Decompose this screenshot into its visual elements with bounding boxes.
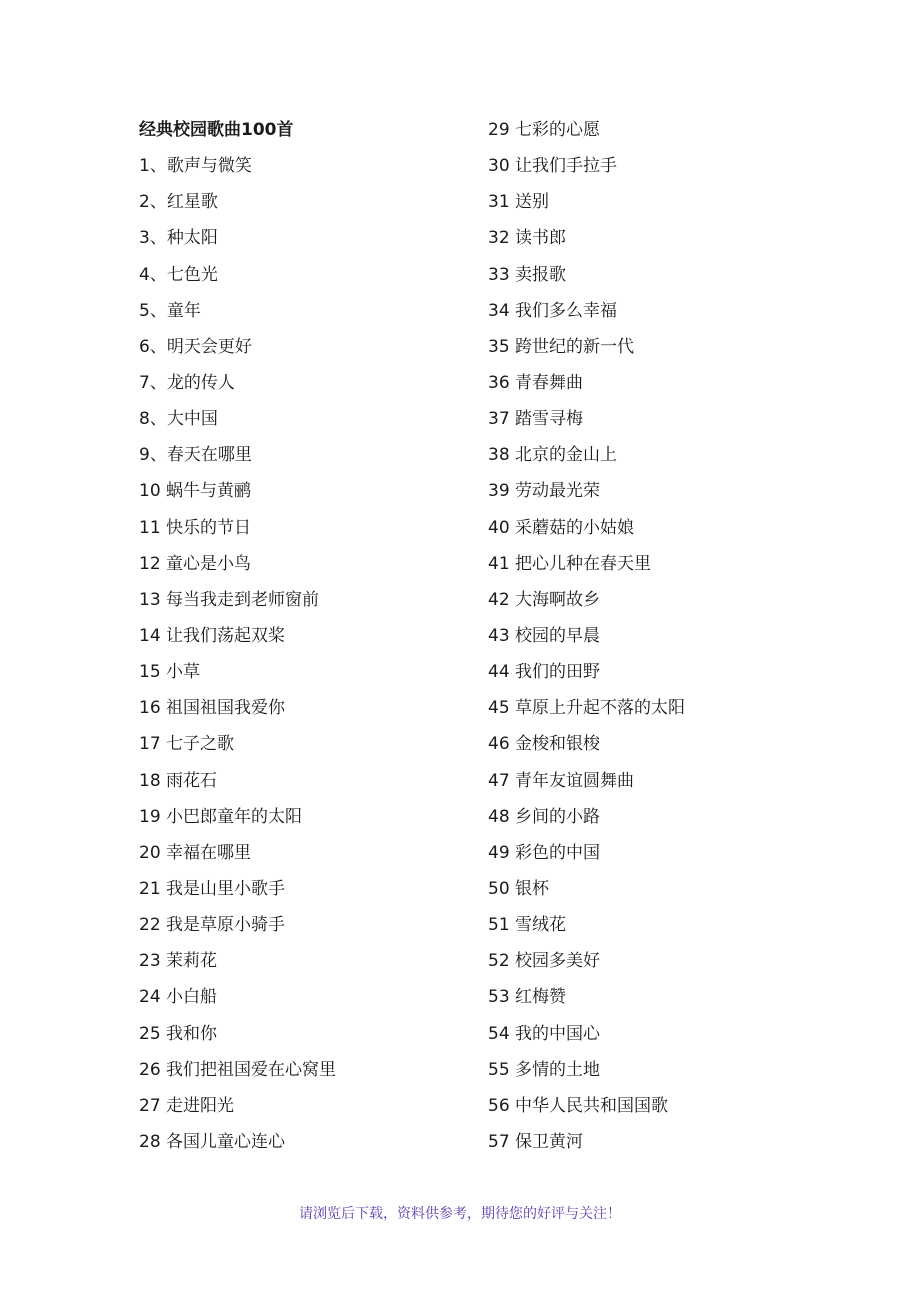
song-item: 6、明天会更好: [139, 336, 252, 357]
song-item: 36 青春舞曲: [488, 372, 584, 393]
song-item: 42 大海啊故乡: [488, 589, 601, 610]
song-item: 2、红星歌: [139, 192, 218, 213]
song-item: 56 中华人民共和国国歌: [488, 1095, 669, 1116]
song-item: 43 校园的早晨: [488, 625, 601, 646]
song-item: 35 跨世纪的新一代: [488, 336, 635, 357]
song-item: 26 我们把祖国爱在心窝里: [139, 1059, 337, 1080]
song-item: 18 雨花石: [139, 770, 218, 791]
song-item: 30 让我们手拉手: [488, 156, 618, 177]
song-item: 21 我是山里小歌手: [139, 878, 286, 899]
song-item: 50 银杯: [488, 878, 550, 899]
song-item: 39 劳动最光荣: [488, 481, 601, 502]
song-item: 32 读书郎: [488, 228, 567, 249]
song-item: 19 小巴郎童年的太阳: [139, 806, 303, 827]
song-item: 24 小白船: [139, 987, 218, 1008]
song-item: 10 蜗牛与黄鹂: [139, 481, 252, 502]
song-item: 7、龙的传人: [139, 372, 235, 393]
song-item: 11 快乐的节日: [139, 517, 252, 538]
song-item: 48 乡间的小路: [488, 806, 601, 827]
song-item: 45 草原上升起不落的太阳: [488, 698, 686, 719]
footer-note: 请浏览后下载，资料供参考，期待您的好评与关注！: [299, 1206, 621, 1222]
song-item: 17 七子之歌: [139, 734, 235, 755]
song-item: 1、歌声与微笑: [139, 156, 252, 177]
song-item: 34 我们多么幸福: [488, 300, 618, 321]
song-item: 55 多情的土地: [488, 1059, 601, 1080]
song-item: 23 茉莉花: [139, 951, 218, 972]
song-item: 14 让我们荡起双桨: [139, 625, 286, 646]
song-item: 8、大中国: [139, 409, 218, 430]
song-item: 20 幸福在哪里: [139, 842, 252, 863]
document-title: 经典校园歌曲100首: [139, 120, 294, 140]
song-item: 5、童年: [139, 300, 201, 321]
song-item: 15 小草: [139, 662, 201, 683]
right-column: [488, 112, 818, 1160]
song-item: 53 红梅赞: [488, 987, 567, 1008]
song-item: 52 校园多美好: [488, 951, 601, 972]
song-item: 28 各国儿童心连心: [139, 1131, 286, 1152]
song-item: 54 我的中国心: [488, 1023, 601, 1044]
song-item: 57 保卫黄河: [488, 1131, 584, 1152]
song-item: 25 我和你: [139, 1023, 218, 1044]
song-item: 51 雪绒花: [488, 915, 567, 936]
song-item: 3、种太阳: [139, 228, 218, 249]
song-item: 49 彩色的中国: [488, 842, 601, 863]
song-item: 31 送别: [488, 192, 550, 213]
song-item: 16 祖国祖国我爱你: [139, 698, 286, 719]
song-item: 40 采蘑菇的小姑娘: [488, 517, 635, 538]
left-column: [139, 112, 469, 1160]
song-item: 33 卖报歌: [488, 264, 567, 285]
song-item: 4、七色光: [139, 264, 218, 285]
song-item: 41 把心儿种在春天里: [488, 553, 652, 574]
song-item: 13 每当我走到老师窗前: [139, 589, 320, 610]
song-item: 12 童心是小鸟: [139, 553, 252, 574]
song-item: 27 走进阳光: [139, 1095, 235, 1116]
song-item: 38 北京的金山上: [488, 445, 618, 466]
song-item: 37 踏雪寻梅: [488, 409, 584, 430]
song-item: 44 我们的田野: [488, 662, 601, 683]
song-item: 46 金梭和银梭: [488, 734, 601, 755]
song-item: 29 七彩的心愿: [488, 120, 601, 140]
song-item: 22 我是草原小骑手: [139, 915, 286, 936]
song-item: 9、春天在哪里: [139, 445, 252, 466]
song-item: 47 青年友谊圆舞曲: [488, 770, 635, 791]
